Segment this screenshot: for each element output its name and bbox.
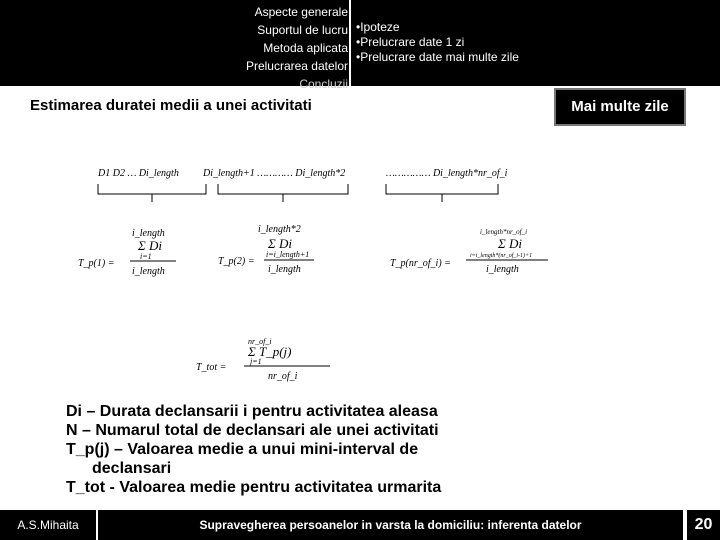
formula-2-lhs: T_p(2) = [218, 256, 255, 267]
formula-1-den: i_length [132, 266, 165, 277]
formula-3-sum: Σ Di [498, 236, 522, 251]
subsection-item-1-zi[interactable]: •Prelucrare date 1 zi [356, 35, 465, 49]
brace-2 [218, 184, 348, 202]
legend-line-ttot: T_tot - Valoarea medie pentru activitatea urmarita [66, 479, 442, 496]
formula-4-sub: j=1 [250, 357, 262, 366]
formula-4-lhs: T_tot = [196, 362, 227, 373]
brace-3 [386, 184, 498, 202]
legend-block [66, 402, 546, 497]
formula-1-lhs: T_p(1) = [78, 258, 115, 269]
formula-2-sub: i=i_length+1 [266, 250, 310, 259]
formula-diagram [68, 158, 568, 383]
formula-3-sub: i=i_length*(nr_of_i-1)+1 [470, 253, 533, 259]
sequence-2: Di_length+1 ………… Di_length*2 [203, 168, 346, 179]
nav-item-aspecte-generale[interactable]: Aspecte generale [254, 5, 348, 19]
formula-1-top: i_length [132, 228, 165, 239]
header-bar [0, 0, 720, 91]
footer-title: Supravegherea persoanelor in varsta la domiciliu: inferenta datelor [98, 510, 683, 540]
formula-3-den: i_length [486, 264, 519, 275]
section-badge: Mai multe zile [554, 88, 686, 126]
legend-line-tp: T_p(j) – Valoarea medie a unui mini-interval de [66, 441, 419, 458]
subsection-list [356, 20, 519, 65]
nav-item-prelucrarea-datelor[interactable]: Prelucrarea datelor [245, 59, 348, 73]
nav-item-suportul-de-lucru[interactable]: Suportul de lucru [257, 23, 348, 37]
nav-item-concluzii[interactable]: Concluzii [299, 77, 348, 91]
page-number: 20 [687, 510, 720, 540]
formula-2-sum: Σ Di [268, 236, 292, 251]
sequence-1: D1 D2 … Di_length [98, 168, 179, 179]
formula-1-sub: i=1 [140, 252, 152, 261]
legend-line-tp-cont: declansari [92, 460, 172, 477]
formula-3-top: i_length*nr_of_i [480, 228, 528, 236]
sequence-3: …………… Di_length*nr_of_i [386, 168, 508, 179]
formula-3-lhs: T_p(nr_of_i) = [390, 258, 451, 269]
header-divider [349, 0, 351, 86]
formula-4-sum: Σ T_p(j) [248, 344, 292, 359]
formula-4-top: nr_of_i [248, 337, 272, 346]
slide-title: Estimarea duratei medii a unei activitati [30, 97, 312, 114]
brace-1 [98, 184, 206, 202]
legend-line-di: Di – Durata declansarii i pentru activitatea aleasa [66, 403, 438, 420]
nav-menu [246, 3, 348, 93]
legend-line-n: N – Numarul total de declansari ale unei activitati [66, 422, 439, 439]
nav-item-metoda-aplicata[interactable]: Metoda aplicata [263, 41, 348, 55]
formula-1-sum: Σ Di [138, 238, 162, 253]
footer-author: A.S.Mihaita [0, 510, 96, 540]
formula-4-den: nr_of_i [268, 371, 298, 382]
subsection-item-mai-multe-zile[interactable]: •Prelucrare date mai multe zile [356, 50, 519, 64]
subsection-item-ipoteze[interactable]: •Ipoteze [356, 20, 400, 34]
formula-2-den: i_length [268, 264, 301, 275]
formula-2-top: i_length*2 [258, 224, 301, 235]
